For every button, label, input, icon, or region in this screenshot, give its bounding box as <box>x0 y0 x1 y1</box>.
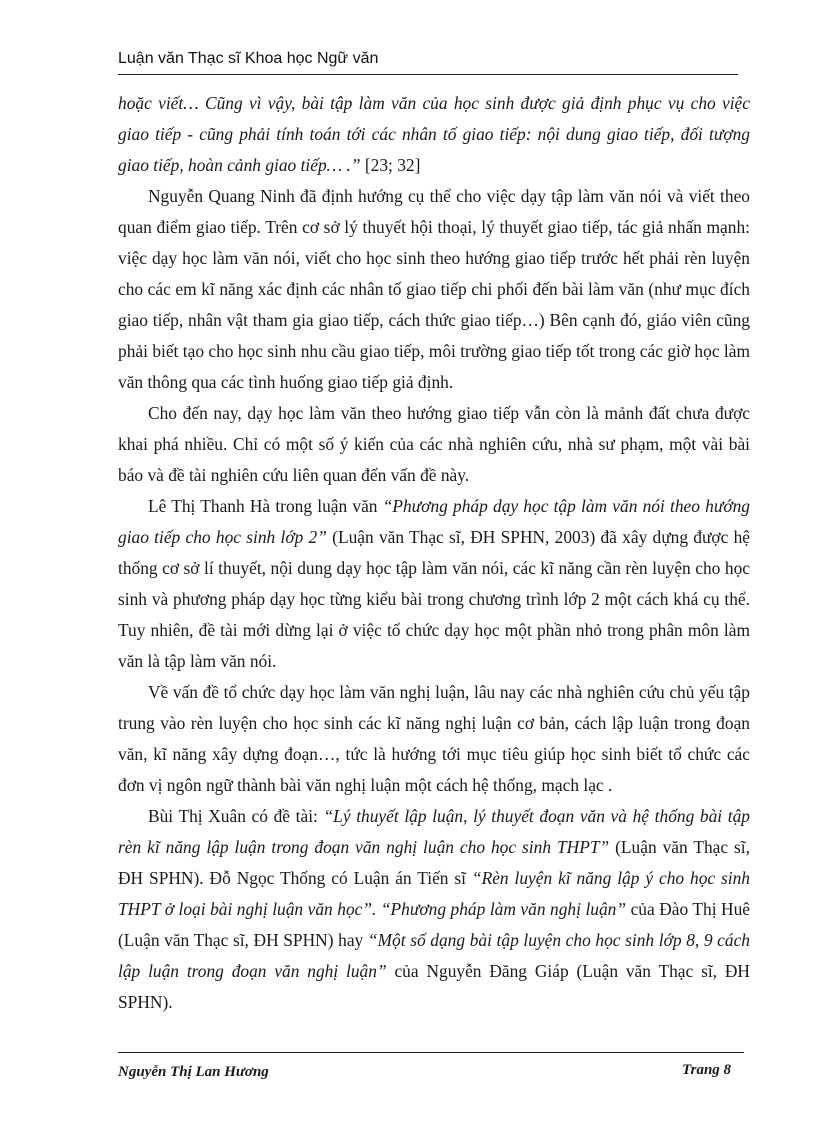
page-number: Trang 8 <box>682 1062 732 1078</box>
paragraph <box>118 88 750 181</box>
document-body <box>118 88 750 1018</box>
paragraph-text: Nguyễn Quang Ninh đã định hướng cụ thể cho việc dạy tập làm văn nói và viết theo quan điểm giao tiếp. Trên cơ sở lý thuyết hội thoại, lý thuyết giao tiếp, tác giả nhấn mạnh: việc dạy học làm văn nói, viết cho học sinh theo hướng giao tiếp trước hết phải rèn luyện cho các em kĩ năng xác định các nhân tố giao tiếp chi phối đến bài làm văn (như mục đích giao tiếp, nhân vật tham gia giao tiếp, cách thức giao tiếp…) Bên cạnh đó, giáo viên cũng phải biết tạo cho học sinh nhu cầu giao tiếp, môi trường giao tiếp tốt trong các giờ học làm văn thông qua các tình huống giao tiếp giả định. <box>118 186 750 392</box>
footer-author: Nguyễn Thị Lan Hương <box>118 1064 269 1080</box>
paragraph-text: (Luận văn Thạc sĩ, ĐH SPHN). Đỗ Ngọc Thống có Luận án Tiến sĩ <box>118 837 750 888</box>
running-header: Luận văn Thạc sĩ Khoa học Ngữ văn <box>118 50 738 75</box>
paragraph-text: Bùi Thị Xuân có đề tài: <box>148 806 324 826</box>
work-title: “Rèn luyện kĩ năng lập ý cho học sinh THPT ở loại bài nghị luận văn học”. “Phương pháp làm văn nghị luận” <box>118 868 751 919</box>
citation: [23; 32] <box>360 155 421 175</box>
work-title: “Lý thuyết lập luận, lý thuyết đoạn văn và hệ thống bài tập rèn kĩ năng lập luận trong đoạn văn nghị luận cho học sinh THPT” <box>118 806 750 857</box>
paragraph <box>118 398 750 491</box>
paragraph-text: Lê Thị Thanh Hà trong luận văn <box>148 496 383 516</box>
quote-text: hoặc viết… Cũng vì vậy, bài tập làm văn của học sinh được giả định phục vụ cho việc giao tiếp - cũng phải tính toán tới các nhân tố giao tiếp: nội dung giao tiếp, đối tượng giao tiếp, hoàn cảnh giao tiếp… .” <box>118 93 750 175</box>
paragraph <box>118 491 750 677</box>
paragraph <box>118 181 750 398</box>
work-title: “Một số dạng bài tập luyện cho học sinh lớp 8, 9 cách lập luận trong đoạn văn nghị luận” <box>118 930 751 981</box>
paragraph-text: của Nguyễn Đăng Giáp (Luận văn Thạc sĩ, ĐH SPHN). <box>118 961 750 1012</box>
footer-divider <box>118 1052 744 1053</box>
paragraph-text: (Luận văn Thạc sĩ, ĐH SPHN, 2003) đã xây dựng được hệ thống cơ sở lí thuyết, nội dung dạy học tập làm văn nói, các kĩ năng cần rèn luyện cho học sinh và phương pháp dạy học từng kiểu bài trong chương trình lớp 2 một cách khá cụ thể. Tuy nhiên, đề tài mới dừng lại ở việc tổ chức dạy học một phần nhỏ trong phân môn làm văn là tập làm văn nói. <box>118 527 750 671</box>
paragraph-text: Cho đến nay, dạy học làm văn theo hướng giao tiếp vẫn còn là mảnh đất chưa được khai phá nhiều. Chỉ có một số ý kiến của các nhà nghiên cứu, nhà sư phạm, một vài bài báo và đề tài nghiên cứu liên quan đến vấn đề này. <box>118 403 750 485</box>
work-title: “Phương pháp dạy học tập làm văn nói theo hướng giao tiếp cho học sinh lớp 2” <box>118 496 750 547</box>
paragraph-text: của Đào Thị Huê (Luận văn Thạc sĩ, ĐH SPHN) hay <box>118 899 751 950</box>
paragraph-text: Về vấn đề tổ chức dạy học làm văn nghị luận, lâu nay các nhà nghiên cứu chủ yếu tập trung vào rèn luyện cho học sinh các kĩ năng nghị luận cơ bản, cách lập luận trong đoạn văn, kĩ năng xây dựng đoạn…, tức là hướng tới mục tiêu giúp học sinh biết tổ chức các đơn vị ngôn ngữ thành bài văn nghị luận một cách hệ thống, mạch lạc . <box>118 682 750 795</box>
paragraph <box>118 677 750 801</box>
paragraph <box>118 801 750 1018</box>
